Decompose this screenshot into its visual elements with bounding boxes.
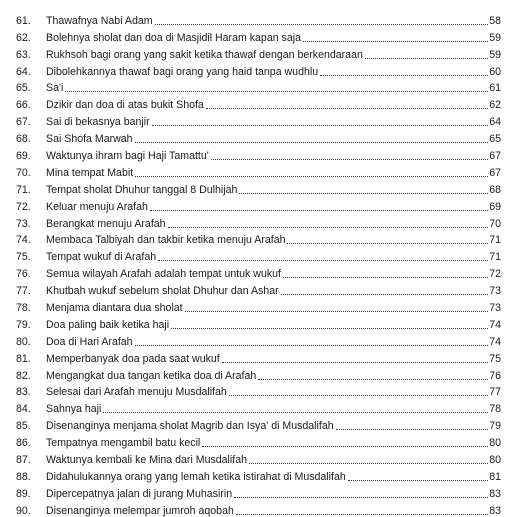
toc-entry-number: 70. [16,166,31,179]
dot-leader [249,463,488,464]
toc-entry [0,246,512,263]
toc-entry-title: Doa di Hari Arafah [46,335,133,348]
dot-leader [287,243,488,244]
toc-entry-page-number: 83 [489,487,501,500]
toc-entry-page-number: 70 [489,217,501,230]
toc-entry-number: 82. [16,369,31,382]
toc-entry-title: Selesai dari Arafah menuju Musdalifah [46,386,227,399]
toc-entry-title: Keluar menuju Arafah [46,200,148,213]
toc-entry-title: Mengangkat dua tangan ketika doa di Arafah [46,369,257,382]
toc-entry-title: Bolehnya sholat dan doa di Masjidil Haram kapan saja [46,31,301,44]
toc-entry-page-number: 67 [489,166,501,179]
toc-entry-title: Waktunya ihram bagi Haji Tamattu' [46,150,209,163]
dot-leader [303,41,488,42]
toc-entry-title: Didahulukannya orang yang lemah ketika istirahat di Musdalifah [46,470,346,483]
dot-leader [171,328,488,329]
toc-entry-number: 85. [16,420,31,433]
toc-entry-page-number: 67 [489,150,501,163]
toc-entry-title: Tempat sholat Dhuhur tanggal 8 Dulhijah [46,183,238,196]
toc-entry [0,111,512,128]
toc-entry-title: Mina tempat Mabit [46,166,134,179]
toc-entry [0,61,512,78]
toc-entry-title: Sahnya haji [46,403,102,416]
dot-leader [65,91,488,92]
toc-entry-number: 67. [16,116,31,129]
toc-entry-number: 61. [16,14,31,27]
toc-entry-title: Semua wilayah Arafah adalah tempat untuk wukuf [46,268,281,281]
toc-entry [0,398,512,415]
toc-entry [0,10,512,27]
toc-entry-number: 89. [16,487,31,500]
toc-entry-title: Sai di bekasnya banjir [46,116,150,129]
dot-leader [365,58,488,59]
toc-entry-number: 79. [16,318,31,331]
toc-entry-title: Dzikir dan doa di atas bukit Shofa [46,99,204,112]
toc-entry-number: 62. [16,31,31,44]
toc-entry [0,348,512,365]
toc-entry-title: Berangkat menuju Arafah [46,217,166,230]
dot-leader [222,362,488,363]
toc-entry-number: 73. [16,217,31,230]
toc-entry-number: 68. [16,133,31,146]
toc-entry [0,415,512,432]
toc-entry-title: Khutbah wukuf sebelum sholat Dhuhur dan Ashar [46,285,279,298]
dot-leader [229,395,488,396]
toc-entry-title: Membaca Talbiyah dan takbir ketika menuju Arafah [46,234,286,247]
toc-entry-page-number: 73 [489,302,501,315]
toc-entry-page-number: 73 [489,285,501,298]
toc-entry-title: Tempat wukuf di Arafah [46,251,157,264]
dot-leader [348,480,488,481]
toc-entry-title: Sai Shofa Marwah [46,133,133,146]
dot-leader [258,379,488,380]
dot-leader [234,497,488,498]
toc-entry-page-number: 61 [489,82,501,95]
toc-entry-number: 87. [16,454,31,467]
toc-entry [0,128,512,145]
toc-entry-title: Doa paling baik ketika haji [46,318,170,331]
toc-entry [0,432,512,449]
toc-entry [0,331,512,348]
toc-entry [0,466,512,483]
toc-entry-page-number: 62 [489,99,501,112]
toc-entry-page-number: 71 [489,251,501,264]
dot-leader [135,345,488,346]
toc-entry-title: Disenanginya menjama sholat Magrib dan Isya' di Musdalifah [46,420,334,433]
toc-entry-page-number: 80 [489,437,501,450]
toc-entry [0,382,512,399]
toc-entry-number: 75. [16,251,31,264]
dot-leader [320,75,488,76]
toc-entry-title: Memperbanyak doa pada saat wukuf [46,352,220,365]
toc-entry-page-number: 71 [489,234,501,247]
toc-entry [0,44,512,61]
toc-entry [0,483,512,500]
dot-leader [152,125,488,126]
toc-entry-number: 88. [16,470,31,483]
toc-entry-number: 77. [16,285,31,298]
toc-entry-number: 66. [16,99,31,112]
toc-entry-title: Thawafnya Nabi Adam [46,14,153,27]
dot-leader [158,260,488,261]
toc-entry-page-number: 76 [489,369,501,382]
toc-entry-number: 78. [16,302,31,315]
toc-entry-title: Dibolehkannya thawaf bagi orang yang haid tanpa wudhlu [46,65,319,78]
toc-entry [0,196,512,213]
toc-entry [0,213,512,230]
dot-leader [281,294,488,295]
toc-entry-title: Dipercepatnya jalan di jurang Muhasirin [46,487,233,500]
toc-entry [0,230,512,247]
dot-leader [150,210,488,211]
dot-leader [135,176,488,177]
toc-entry-page-number: 81 [489,470,501,483]
dot-leader [336,429,488,430]
dot-leader [211,159,488,160]
dot-leader [103,412,488,413]
toc-entry-page-number: 77 [489,386,501,399]
dot-leader [202,446,488,447]
dot-leader [236,514,488,515]
toc-entry [0,500,512,517]
toc-entry-page-number: 59 [489,48,501,61]
toc-entry-number: 74. [16,234,31,247]
dot-leader [283,277,488,278]
dot-leader [206,108,488,109]
toc-entry [0,314,512,331]
toc-entry-page-number: 68 [489,183,501,196]
toc-entry-number: 76. [16,268,31,281]
toc-entry-page-number: 78 [489,403,501,416]
toc-entry [0,78,512,95]
table-of-contents [0,10,512,517]
toc-entry-page-number: 75 [489,352,501,365]
toc-entry-number: 80. [16,335,31,348]
toc-entry-number: 90. [16,504,31,517]
toc-entry-page-number: 65 [489,133,501,146]
toc-entry [0,449,512,466]
toc-entry-number: 65. [16,82,31,95]
toc-entry [0,27,512,44]
dot-leader [185,311,488,312]
toc-entry-page-number: 74 [489,318,501,331]
toc-entry-number: 83. [16,386,31,399]
toc-entry-title: Waktunya kembali ke Mina dari Musdalifah [46,454,247,467]
toc-entry-title: Tempatnya mengambil batu kecil [46,437,201,450]
toc-entry-title: Sa'i [46,82,64,95]
toc-entry-page-number: 60 [489,65,501,78]
toc-entry-number: 81. [16,352,31,365]
toc-entry-page-number: 74 [489,335,501,348]
toc-entry [0,162,512,179]
dot-leader [239,193,488,194]
toc-entry-number: 72. [16,200,31,213]
toc-entry-page-number: 64 [489,116,501,129]
toc-entry-number: 86. [16,437,31,450]
toc-entry [0,263,512,280]
dot-leader [135,142,488,143]
toc-entry-page-number: 59 [489,31,501,44]
toc-entry [0,94,512,111]
toc-entry [0,280,512,297]
toc-entry-number: 64. [16,65,31,78]
toc-entry-number: 84. [16,403,31,416]
toc-entry-page-number: 80 [489,454,501,467]
toc-entry [0,297,512,314]
toc-entry-page-number: 72 [489,268,501,281]
toc-entry [0,179,512,196]
dot-leader [168,227,488,228]
toc-entry-page-number: 79 [489,420,501,433]
toc-entry [0,145,512,162]
toc-entry-title: Rukhsoh bagi orang yang sakit ketika thawaf dengan berkendaraan [46,48,363,61]
toc-entry-page-number: 58 [489,14,501,27]
toc-entry-title: Disenanginya melempar jumroh aqobah [46,504,234,517]
toc-entry-title: Menjama diantara dua sholat [46,302,183,315]
toc-entry-page-number: 83 [489,504,501,517]
toc-entry-page-number: 69 [489,200,501,213]
toc-entry-number: 71. [16,183,31,196]
toc-entry [0,365,512,382]
toc-entry-number: 63. [16,48,31,61]
dot-leader [155,24,488,25]
toc-entry-number: 69. [16,150,31,163]
